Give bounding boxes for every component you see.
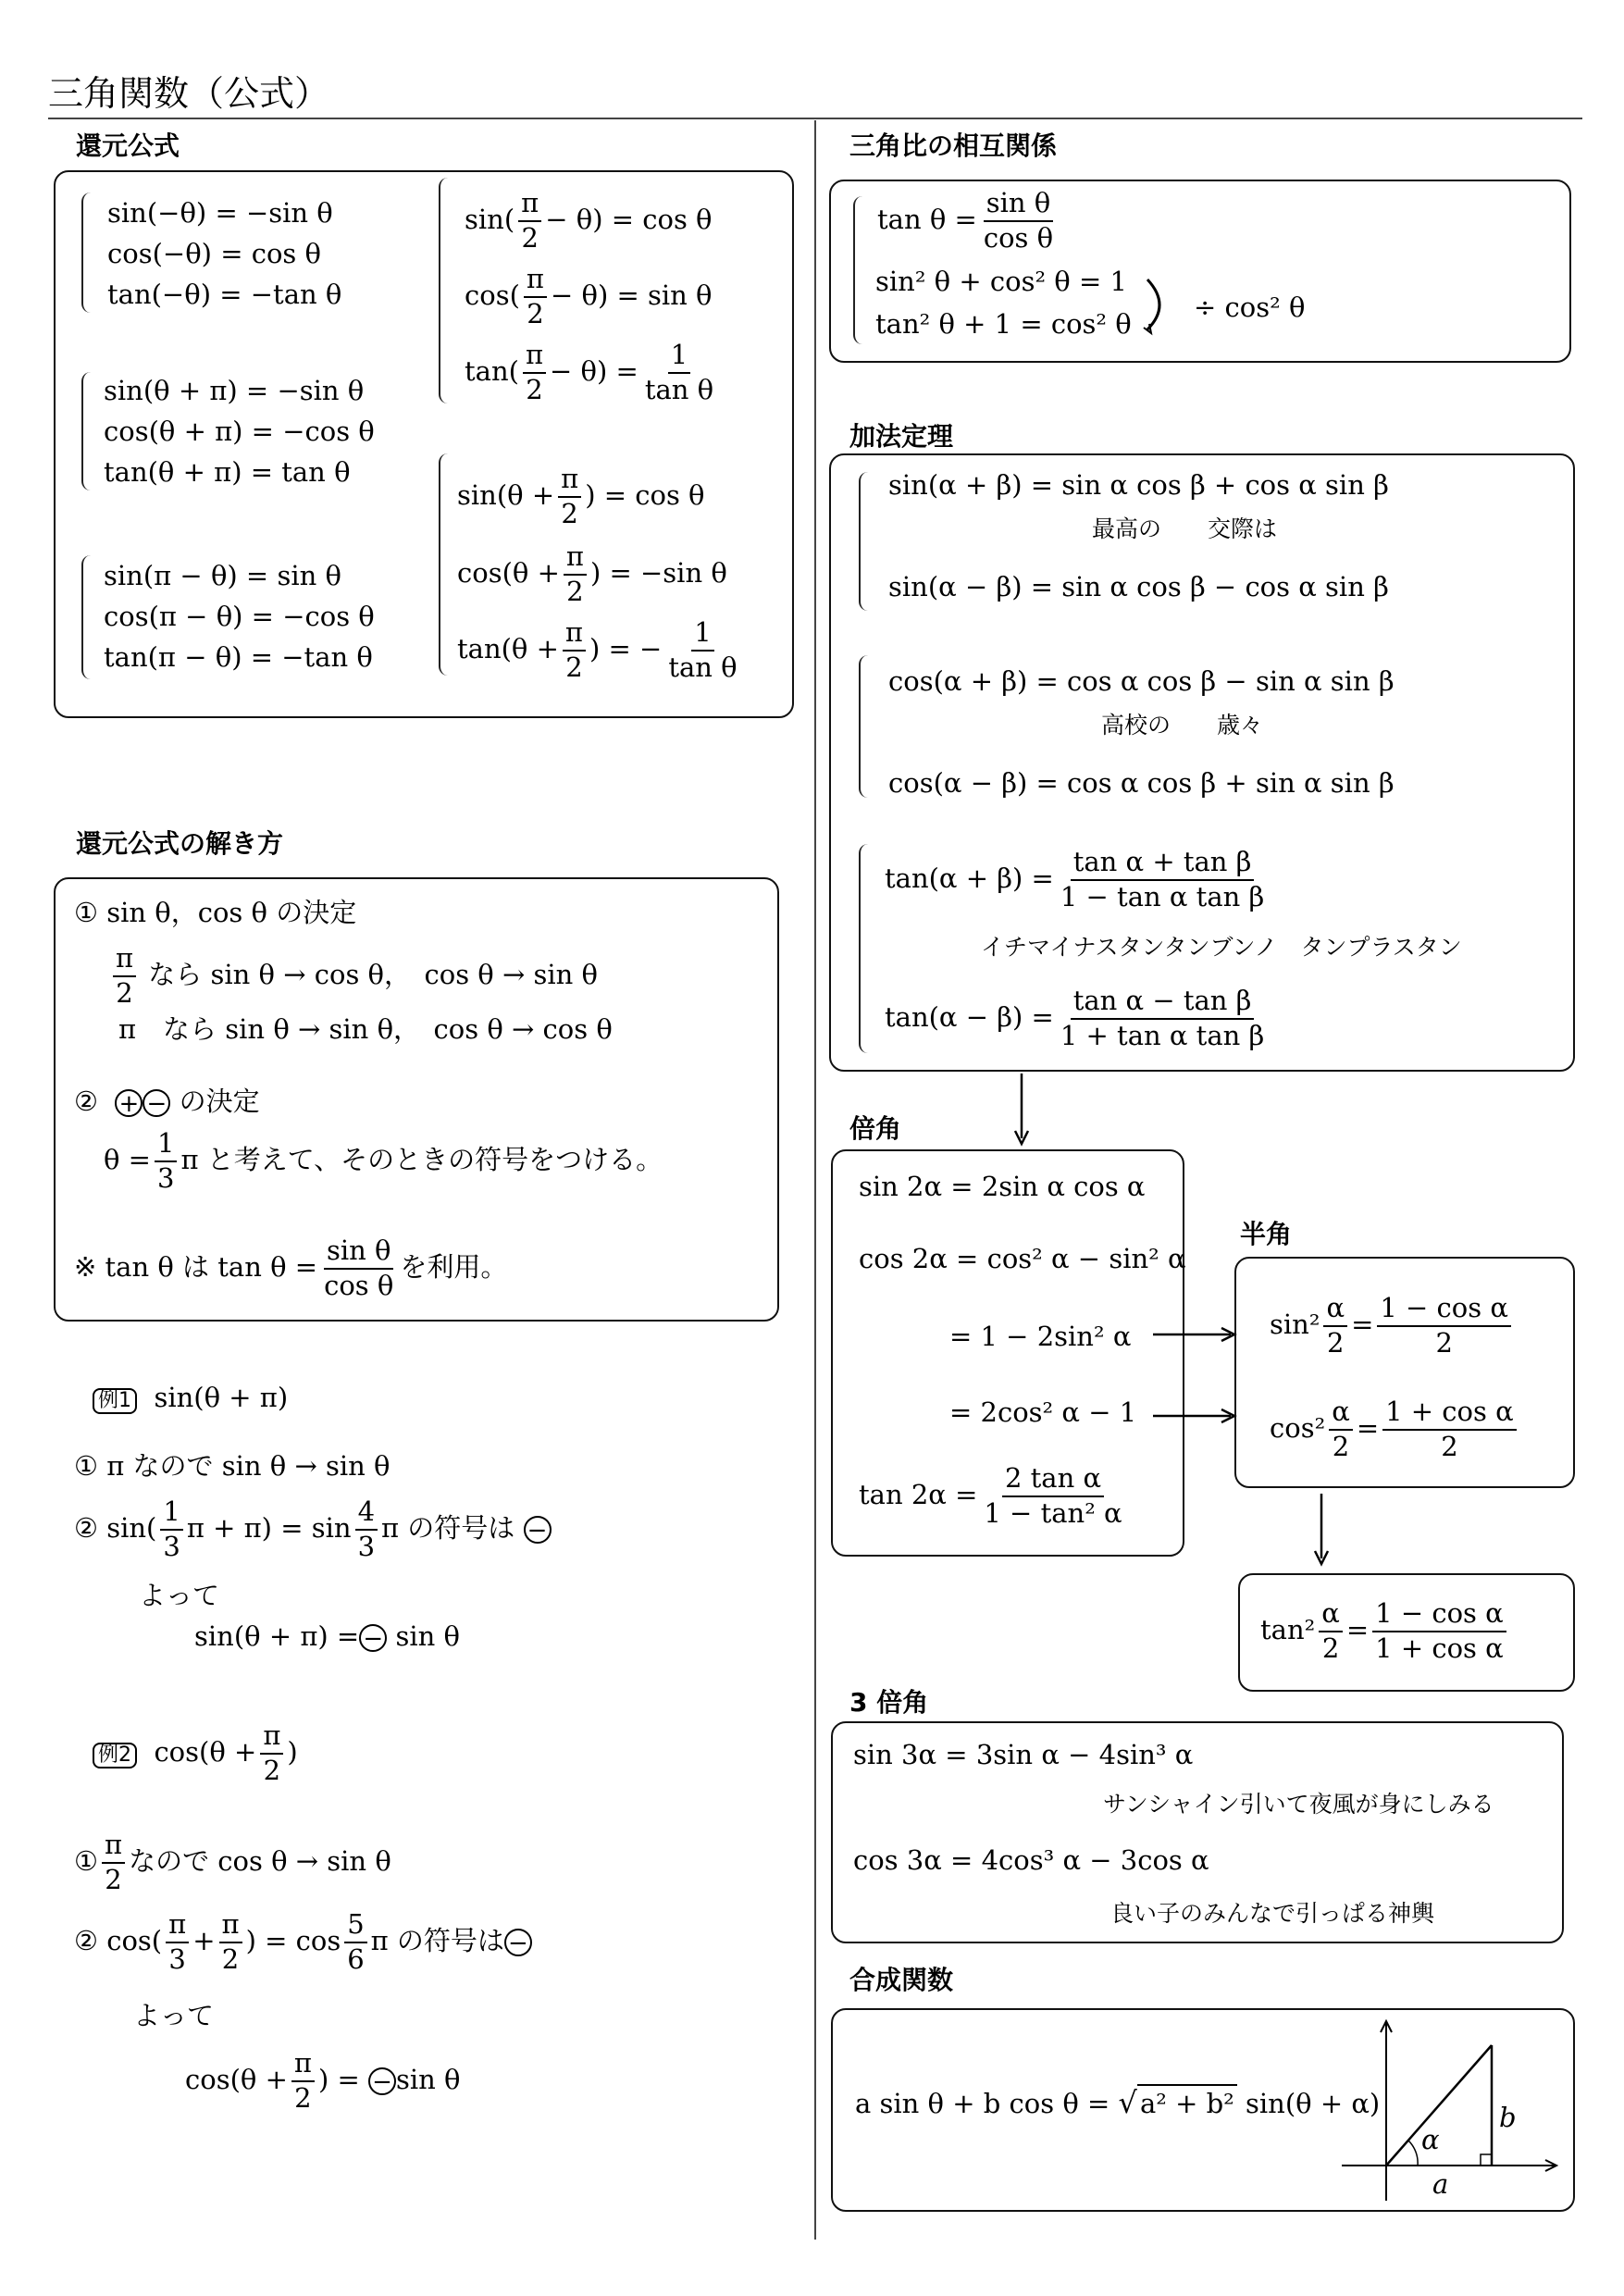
mnemonic: 最高の 交際は — [1092, 515, 1278, 542]
add-sin-minus: sin(α − β) = sin α cos β − cos α sin β — [888, 571, 1389, 602]
heading-reduction-how: 還元公式の解き方 — [76, 828, 284, 859]
how-step2: ② + − の決定 — [74, 1086, 260, 1118]
triangle-label-alpha: α — [1421, 2124, 1440, 2155]
brace — [853, 196, 864, 344]
mnemonic: 良い子のみんなで引っぱる神輿 — [1110, 1900, 1435, 1927]
how-line2: π なら sin θ → sin θ， cos θ → cos θ — [118, 1013, 613, 1045]
formula: tan( $\frac{\pi}{2}$ − θ) = $\frac{1}{\text{tan θ}}$ — [465, 339, 714, 405]
heading-half: 半角 — [1240, 1219, 1293, 1249]
triple-sin: sin 3α = 3sin α − 4sin³ α — [853, 1739, 1194, 1770]
heading-composite: 合成関数 — [849, 1965, 954, 1995]
add-tan-minus: tan(α − β) = $\frac{\text{tan α − tan β}}{\text{1 + tan α tan β}}$ — [885, 985, 1265, 1051]
double-cos-alt2: = 2cos² α − 1 — [949, 1396, 1137, 1428]
bracket-arrow-icon — [1144, 274, 1181, 339]
arrow-down-icon — [1012, 1074, 1031, 1148]
example1-yotte: よって — [139, 1580, 220, 1611]
mutual-div: ÷ cos² θ — [1194, 292, 1306, 323]
brace — [859, 844, 870, 1053]
add-cos-plus: cos(α + β) = cos α cos β − sin α sin β — [888, 665, 1395, 697]
heading-addition: 加法定理 — [849, 421, 954, 452]
page-title: 三角関数（公式） — [48, 73, 330, 114]
formula: cos(π − θ) = −cos θ — [104, 601, 375, 632]
heading-double: 倍角 — [849, 1113, 902, 1144]
formula: cos( $\frac{\pi}{2}$ − θ) = sin θ — [465, 263, 713, 329]
minus-circle-icon: − — [143, 1089, 170, 1117]
example1-result: sin(θ + π) = − sin θ — [194, 1620, 460, 1653]
double-tan: tan 2α = $\frac{\text{2 tan α}}{\text{1 − tan² α}}$ — [859, 1462, 1122, 1529]
triple-cos: cos 3α = 4cos³ α − 3cos α — [853, 1844, 1209, 1876]
formula: cos(θ + $\frac{\pi}{2}$ ) = −sin θ — [457, 540, 727, 607]
mutual-pyth: sin² θ + cos² θ = 1 — [875, 266, 1127, 297]
formula: cos(θ + π) = −cos θ — [104, 416, 375, 447]
formula: sin(−θ) = −sin θ — [107, 197, 333, 229]
minus-circle-icon: − — [368, 2067, 396, 2095]
example-tag: 例1 — [93, 1388, 137, 1414]
formula: tan(π − θ) = −tan θ — [104, 641, 373, 673]
heading-reduction: 還元公式 — [76, 130, 180, 161]
addition-box — [829, 453, 1575, 1072]
brace — [439, 178, 450, 403]
arrow-right-icon — [1153, 1325, 1236, 1344]
minus-circle-icon: − — [504, 1929, 532, 1956]
formula: sin( $\frac{\pi}{2}$ − θ) = cos θ — [465, 187, 713, 254]
add-sin-plus: sin(α + β) = sin α cos β + cos α sin β — [888, 469, 1389, 501]
heading-triple: 3 倍角 — [849, 1687, 929, 1718]
how-step1: ① sin θ，cos θ の決定 — [74, 897, 357, 928]
mnemonic: 高校の 歳々 — [1101, 712, 1264, 738]
how-line1: $\frac{\pi}{2}$ なら sin θ → cos θ， cos θ → sin θ — [109, 944, 598, 1009]
example-tag: 例2 — [93, 1743, 137, 1769]
triangle-label-b: b — [1499, 2102, 1517, 2133]
plus-circle-icon: + — [115, 1089, 143, 1117]
example2-result: cos(θ + $\frac{\pi}{2}$ ) = − sin θ — [185, 2047, 461, 2114]
formula: tan(θ + π) = tan θ — [104, 456, 351, 488]
mnemonic: イチマイナスタンタンブンノ タンプラスタン — [981, 934, 1462, 961]
title-rule — [48, 118, 1582, 119]
mnemonic: サンシャイン引いて夜風が身にしみる — [1103, 1791, 1494, 1818]
formula: sin(π − θ) = sin θ — [104, 560, 341, 591]
formula: sin(θ + $\frac{\pi}{2}$ ) = cos θ — [457, 463, 705, 529]
triangle-label-a: a — [1432, 2168, 1449, 2200]
minus-circle-icon: − — [359, 1624, 387, 1652]
mutual-tan2: tan² θ + 1 = cos² θ — [875, 308, 1132, 340]
brace — [439, 453, 450, 676]
heading-mutual: 三角比の相互関係 — [849, 130, 1058, 161]
example2-yotte: よって — [133, 2000, 215, 2031]
arrow-right-icon — [1153, 1407, 1236, 1425]
brace — [81, 192, 93, 313]
example1-head: 例1 sin(θ + π) — [93, 1384, 288, 1414]
example2-line2: ② cos( $\frac{\pi}{3}$ + $\frac{\pi}{2}$ ) = cos $\frac{5}{6}$ π の符号は − — [74, 1910, 532, 1975]
composite-formula: a sin θ + b cos θ = √ a² + b² sin(θ + α) — [855, 2085, 1381, 2120]
brace — [859, 472, 870, 611]
add-cos-minus: cos(α − β) = cos α cos β + sin α sin β — [888, 767, 1395, 799]
how-note: ※ tan θ は tan θ = $\frac{\text{sin θ}}{\text{cos θ}}$ を利用。 — [74, 1235, 508, 1301]
half-sin: sin² $\frac{\alpha}{2}$ = $\frac{\text{1 − cos α}}{2}$ — [1270, 1294, 1515, 1359]
mutual-tan: tan θ = $\frac{\text{sin θ}}{\text{cos θ}}$ — [877, 187, 1054, 254]
double-cos-alt1: = 1 − 2sin² α — [949, 1321, 1132, 1352]
column-divider — [814, 120, 816, 2240]
half-tan: tan² $\frac{\alpha}{2}$ = $\frac{\text{1 − cos α}}{\text{1 + cos α}}$ — [1260, 1599, 1510, 1664]
how-theta: θ = $\frac{1}{3}$ π と考えて、そのときの符号をつける。 — [104, 1127, 663, 1194]
arrow-down-icon — [1312, 1494, 1331, 1568]
formula: cos(−θ) = cos θ — [107, 238, 321, 269]
minus-circle-icon: − — [524, 1516, 552, 1544]
add-tan-plus: tan(α + β) = $\frac{\text{tan α + tan β}}{\text{1 − tan α tan β}}$ — [885, 846, 1265, 912]
half-cos: cos² $\frac{\alpha}{2}$ = $\frac{\text{1 + cos α}}{2}$ — [1270, 1397, 1520, 1462]
example2-line1: ① $\frac{\pi}{2}$ なので cos θ → sin θ — [74, 1829, 391, 1895]
formula: tan(θ + $\frac{\pi}{2}$ ) = − $\frac{1}{\text{tan θ}}$ — [457, 616, 738, 683]
double-sin: sin 2α = 2sin α cos α — [859, 1171, 1146, 1202]
formula: tan(−θ) = −tan θ — [107, 279, 342, 310]
example1-line1: ① π なので sin θ → sin θ — [74, 1450, 391, 1482]
brace — [859, 655, 870, 798]
example2-head: 例2 cos(θ + $\frac{\pi}{2}$ ) — [93, 1721, 298, 1786]
double-cos: cos 2α = cos² α − sin² α — [859, 1243, 1186, 1274]
brace — [81, 555, 93, 679]
example1-line2: ② sin( $\frac{1}{3}$ π + π) = sin $\frac{4}{3}$ π の符号は − — [74, 1497, 552, 1562]
formula: sin(θ + π) = −sin θ — [104, 375, 365, 406]
brace — [81, 372, 93, 490]
